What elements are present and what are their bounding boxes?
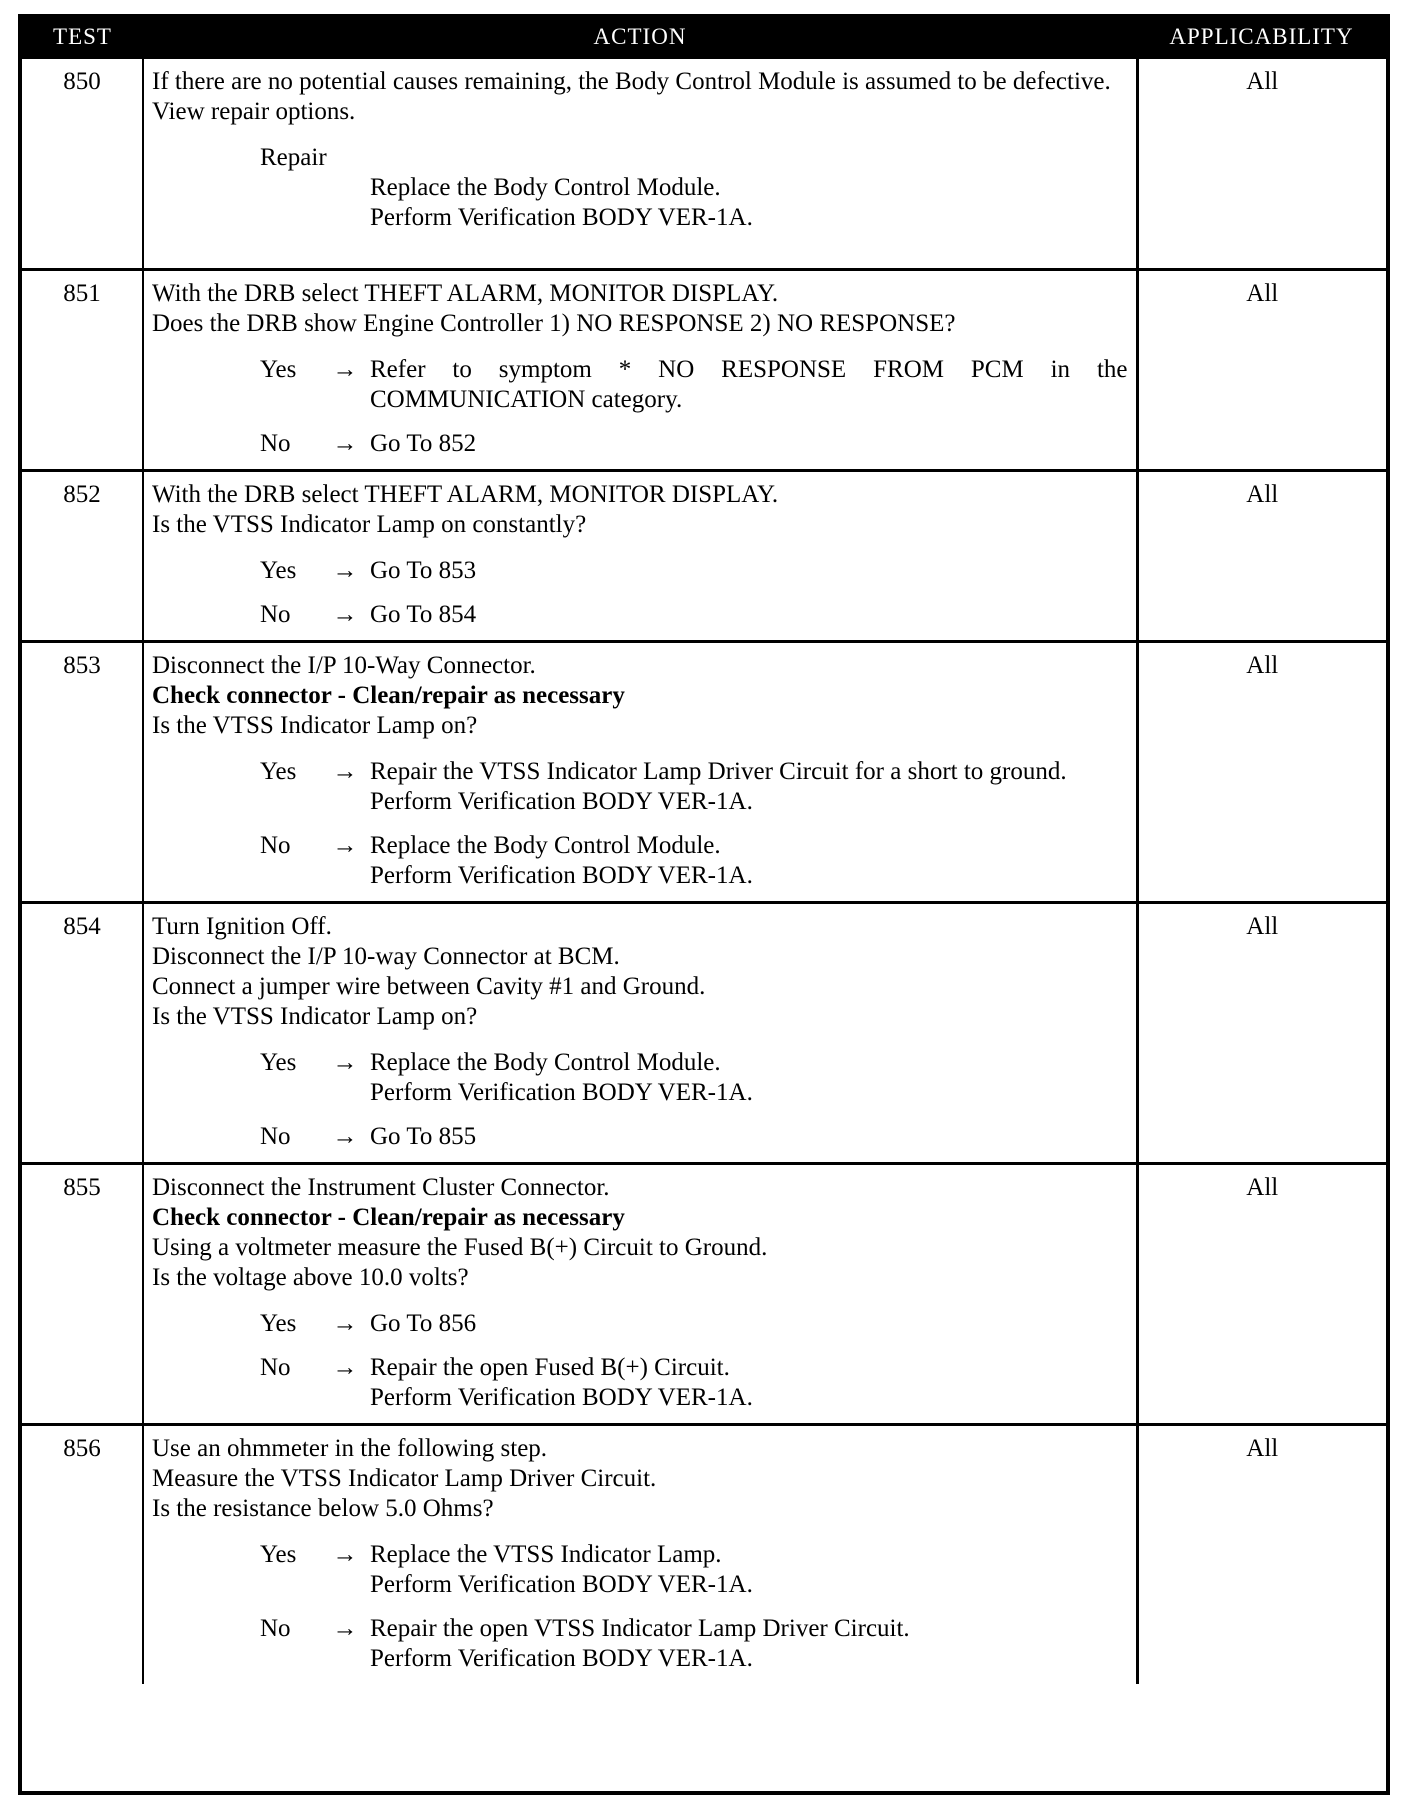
answer-result bbox=[370, 757, 1128, 817]
answer-result bbox=[370, 1353, 1128, 1413]
table-row bbox=[22, 471, 1386, 642]
answer-result-line: Perform Verification BODY VER-1A. bbox=[370, 862, 753, 889]
answer-result bbox=[370, 1122, 1128, 1152]
arrow-right-icon: → bbox=[332, 430, 358, 457]
answer-option-yes bbox=[152, 1309, 1128, 1339]
answer-result bbox=[370, 556, 1128, 586]
test-number: 854 bbox=[22, 903, 143, 1164]
answer-options bbox=[152, 1048, 1128, 1152]
action-cell bbox=[143, 903, 1137, 1164]
action-instruction: Disconnect the Instrument Cluster Connector. bbox=[152, 1174, 610, 1201]
applicability-value: All bbox=[1137, 1425, 1386, 1685]
answer-key: Yes bbox=[260, 557, 297, 584]
header-applicability: APPLICABILITY bbox=[1137, 18, 1386, 58]
action-instruction: If there are no potential causes remaining, the Body Control Module is assumed to be defective. bbox=[152, 68, 1111, 95]
answer-key: Yes bbox=[260, 1310, 297, 1337]
answer-key: No bbox=[260, 1123, 291, 1150]
action-cell bbox=[143, 642, 1137, 903]
answer-option-yes bbox=[152, 1048, 1128, 1108]
answer-options bbox=[152, 757, 1128, 891]
action-instruction: Connect a jumper wire between Cavity #1 and Ground. bbox=[152, 973, 706, 1000]
answer-result-line: Perform Verification BODY VER-1A. bbox=[370, 1384, 753, 1411]
action-instruction: Is the VTSS Indicator Lamp on? bbox=[152, 712, 478, 739]
answer-result-line: Go To 855 bbox=[370, 1123, 477, 1150]
arrow-right-icon: → bbox=[332, 1310, 358, 1337]
answer-option-no bbox=[152, 1122, 1128, 1152]
arrow-right-icon: → bbox=[332, 832, 358, 859]
answer-result bbox=[370, 831, 1128, 891]
answer-result-line: Perform Verification BODY VER-1A. bbox=[370, 788, 753, 815]
repair-instruction: Replace the Body Control Module. bbox=[370, 174, 721, 201]
test-number: 851 bbox=[22, 270, 143, 471]
answer-key: Yes bbox=[260, 1541, 297, 1568]
action-instruction: Is the VTSS Indicator Lamp on constantly? bbox=[152, 511, 587, 538]
action-instruction: Does the DRB show Engine Controller 1) NO RESPONSE 2) NO RESPONSE? bbox=[152, 310, 956, 337]
answer-options bbox=[152, 1309, 1128, 1413]
answer-option-yes bbox=[152, 1540, 1128, 1600]
answer-key: No bbox=[260, 1354, 291, 1381]
arrow-right-icon: → bbox=[332, 1541, 358, 1568]
answer-result bbox=[370, 600, 1128, 630]
test-number: 852 bbox=[22, 471, 143, 642]
action-cell bbox=[143, 1425, 1137, 1685]
action-instruction-bold: Check connector - Clean/repair as necessary bbox=[152, 682, 625, 709]
arrow-right-icon: → bbox=[332, 1354, 358, 1381]
answer-option-no bbox=[152, 1614, 1128, 1674]
answer-result bbox=[370, 1614, 1128, 1674]
answer-options bbox=[152, 355, 1128, 459]
table-body bbox=[22, 58, 1386, 1685]
answer-result-line: Perform Verification BODY VER-1A. bbox=[370, 1645, 753, 1672]
arrow-right-icon: → bbox=[332, 1615, 358, 1642]
test-number: 856 bbox=[22, 1425, 143, 1685]
answer-option-no bbox=[152, 600, 1128, 630]
answer-result bbox=[370, 1048, 1128, 1108]
answer-result-line: Refer to symptom * NO RESPONSE FROM PCM in the COMMUNICATION category. bbox=[370, 356, 1128, 413]
applicability-value: All bbox=[1137, 642, 1386, 903]
answer-option-yes bbox=[152, 355, 1128, 415]
answer-option-yes bbox=[152, 757, 1128, 817]
answer-options bbox=[152, 556, 1128, 630]
table-row bbox=[22, 1164, 1386, 1425]
answer-result-line: Replace the VTSS Indicator Lamp. bbox=[370, 1541, 722, 1568]
action-cell bbox=[143, 58, 1137, 270]
arrow-right-icon: → bbox=[332, 758, 358, 785]
answer-key: No bbox=[260, 430, 291, 457]
action-cell bbox=[143, 471, 1137, 642]
answer-option-no bbox=[152, 831, 1128, 891]
action-instruction: Using a voltmeter measure the Fused B(+) Circuit to Ground. bbox=[152, 1234, 768, 1261]
applicability-value: All bbox=[1137, 1164, 1386, 1425]
action-instruction: Is the VTSS Indicator Lamp on? bbox=[152, 1003, 478, 1030]
action-instruction: View repair options. bbox=[152, 98, 356, 125]
action-instruction-bold: Check connector - Clean/repair as necessary bbox=[152, 1204, 625, 1231]
repair-label: Repair bbox=[260, 144, 327, 171]
applicability-value: All bbox=[1137, 903, 1386, 1164]
answer-result-line: Repair the open Fused B(+) Circuit. bbox=[370, 1354, 730, 1381]
arrow-right-icon: → bbox=[332, 557, 358, 584]
answer-result bbox=[370, 429, 1128, 459]
repair-instruction: Perform Verification BODY VER-1A. bbox=[370, 204, 753, 231]
table-row bbox=[22, 642, 1386, 903]
applicability-value: All bbox=[1137, 58, 1386, 270]
answer-option-no bbox=[152, 429, 1128, 459]
answer-options bbox=[152, 1540, 1128, 1674]
test-table bbox=[22, 18, 1386, 1684]
answer-result-line: Replace the Body Control Module. bbox=[370, 1049, 721, 1076]
test-number: 853 bbox=[22, 642, 143, 903]
answer-option-no bbox=[152, 1353, 1128, 1413]
answer-result-line: Go To 854 bbox=[370, 601, 477, 628]
table-row bbox=[22, 1425, 1386, 1685]
action-instruction: With the DRB select THEFT ALARM, MONITOR DISPLAY. bbox=[152, 481, 779, 508]
answer-key: Yes bbox=[260, 1049, 297, 1076]
action-cell bbox=[143, 270, 1137, 471]
action-cell bbox=[143, 1164, 1137, 1425]
answer-result-line: Replace the Body Control Module. bbox=[370, 832, 721, 859]
test-number: 855 bbox=[22, 1164, 143, 1425]
table-row bbox=[22, 270, 1386, 471]
applicability-value: All bbox=[1137, 471, 1386, 642]
action-instruction: Is the resistance below 5.0 Ohms? bbox=[152, 1495, 494, 1522]
arrow-right-icon: → bbox=[332, 1049, 358, 1076]
table-row bbox=[22, 58, 1386, 270]
action-instruction: With the DRB select THEFT ALARM, MONITOR DISPLAY. bbox=[152, 280, 779, 307]
answer-result-line: Go To 856 bbox=[370, 1310, 477, 1337]
answer-key: Yes bbox=[260, 758, 297, 785]
answer-key: No bbox=[260, 1615, 291, 1642]
action-instruction: Measure the VTSS Indicator Lamp Driver Circuit. bbox=[152, 1465, 657, 1492]
arrow-right-icon: → bbox=[332, 601, 358, 628]
answer-result bbox=[370, 1309, 1128, 1339]
answer-key: No bbox=[260, 601, 291, 628]
test-number: 850 bbox=[22, 58, 143, 270]
action-instruction: Disconnect the I/P 10-way Connector at BCM. bbox=[152, 943, 620, 970]
arrow-right-icon: → bbox=[332, 1123, 358, 1150]
table-header-row bbox=[22, 18, 1386, 58]
action-instruction: Turn Ignition Off. bbox=[152, 913, 332, 940]
answer-key: Yes bbox=[260, 356, 297, 383]
table-row bbox=[22, 903, 1386, 1164]
applicability-value: All bbox=[1137, 270, 1386, 471]
answer-result bbox=[370, 1540, 1128, 1600]
action-instruction: Use an ohmmeter in the following step. bbox=[152, 1435, 548, 1462]
action-instruction: Is the voltage above 10.0 volts? bbox=[152, 1264, 469, 1291]
answer-result-line: Perform Verification BODY VER-1A. bbox=[370, 1079, 753, 1106]
answer-result-line: Perform Verification BODY VER-1A. bbox=[370, 1571, 753, 1598]
answer-option-yes bbox=[152, 556, 1128, 586]
header-action: ACTION bbox=[143, 18, 1137, 58]
answer-result-line: Repair the open VTSS Indicator Lamp Driver Circuit. bbox=[370, 1615, 910, 1642]
action-instruction: Disconnect the I/P 10-Way Connector. bbox=[152, 652, 536, 679]
answer-result-line: Go To 852 bbox=[370, 430, 477, 457]
diagnostic-test-table bbox=[18, 14, 1390, 1795]
answer-key: No bbox=[260, 832, 291, 859]
header-test: TEST bbox=[22, 18, 143, 58]
arrow-right-icon: → bbox=[332, 356, 358, 383]
answer-result-line: Go To 853 bbox=[370, 557, 477, 584]
answer-result-line: Repair the VTSS Indicator Lamp Driver Circuit for a short to ground. bbox=[370, 758, 1067, 785]
answer-result bbox=[370, 355, 1128, 415]
